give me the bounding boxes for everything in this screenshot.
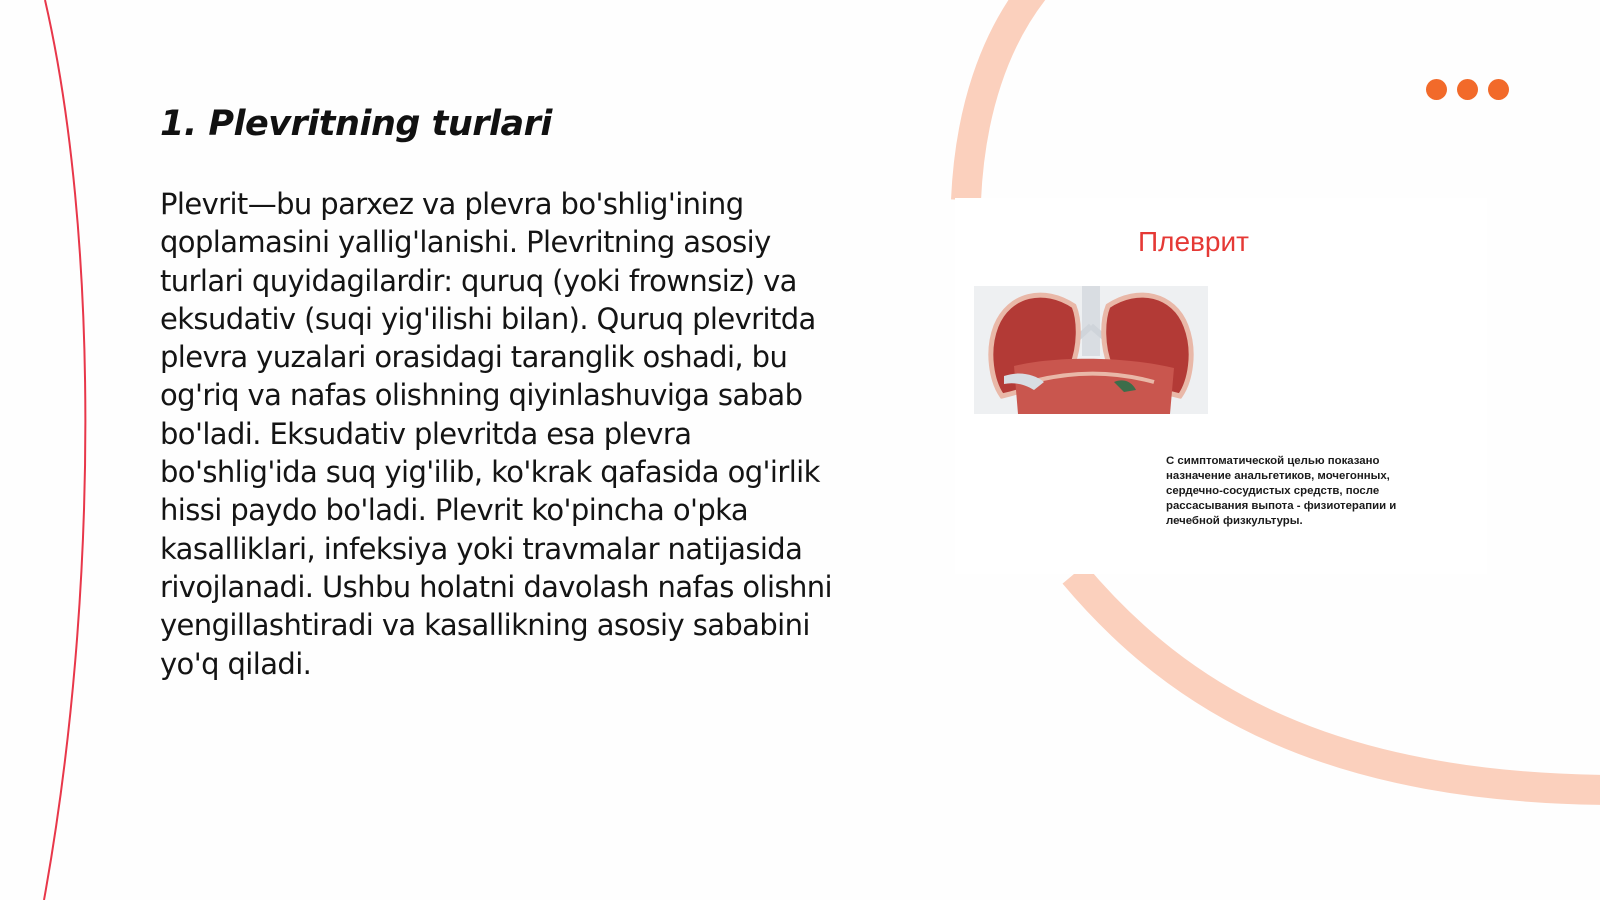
circle-dot-icon <box>1488 79 1509 100</box>
peach-arc-top <box>966 0 1034 200</box>
circle-dot-icon <box>1426 79 1447 100</box>
slide-body-text: Plevrit—bu parxez va plevra bo'shlig'ining qoplamasini yallig'lanishi. Plevritning asosiy turlari quyidagilardir: quruq (yoki frownsiz) va eksudativ (suqi yig'ilishi bilan). Quruq plevritda plevra yuzalari orasidagi taranglik oshadi, bu og'riq va nafas olishning qiyinlashuviga sabab bo'ladi. Eksudativ plevritda esa plevra bo'shlig'ida suq yig'ilib, ko'krak qafasida og'irlik hissi paydo bo'ladi. Plevrit ko'pincha o'pka kasalliklari, infeksiya yoki travmalar natijasida rivojlanadi. Ushbu holatni davolash nafas olishni yengillashtiradi va kasallikning asosiy sababini yo'q qiladi. <box>160 187 832 681</box>
embedded-image <box>955 198 1487 574</box>
embedded-image-title: Плеврит <box>1138 226 1249 257</box>
left-red-curve <box>44 0 85 900</box>
circle-dot-icon <box>1457 79 1478 100</box>
dots-decoration <box>1426 79 1509 100</box>
peach-arc-bottom <box>1074 574 1600 790</box>
slide-title: 1. Plevritning turlari <box>160 104 552 144</box>
lungs-illustration-icon <box>974 286 1208 414</box>
embedded-image-note: С симптоматической целью показано назначение анальгетиков, мочегонных, сердечно-сосудистых средств, после рассасывания выпота - физиотерапии и лечебной физкультуры. <box>1166 455 1397 527</box>
